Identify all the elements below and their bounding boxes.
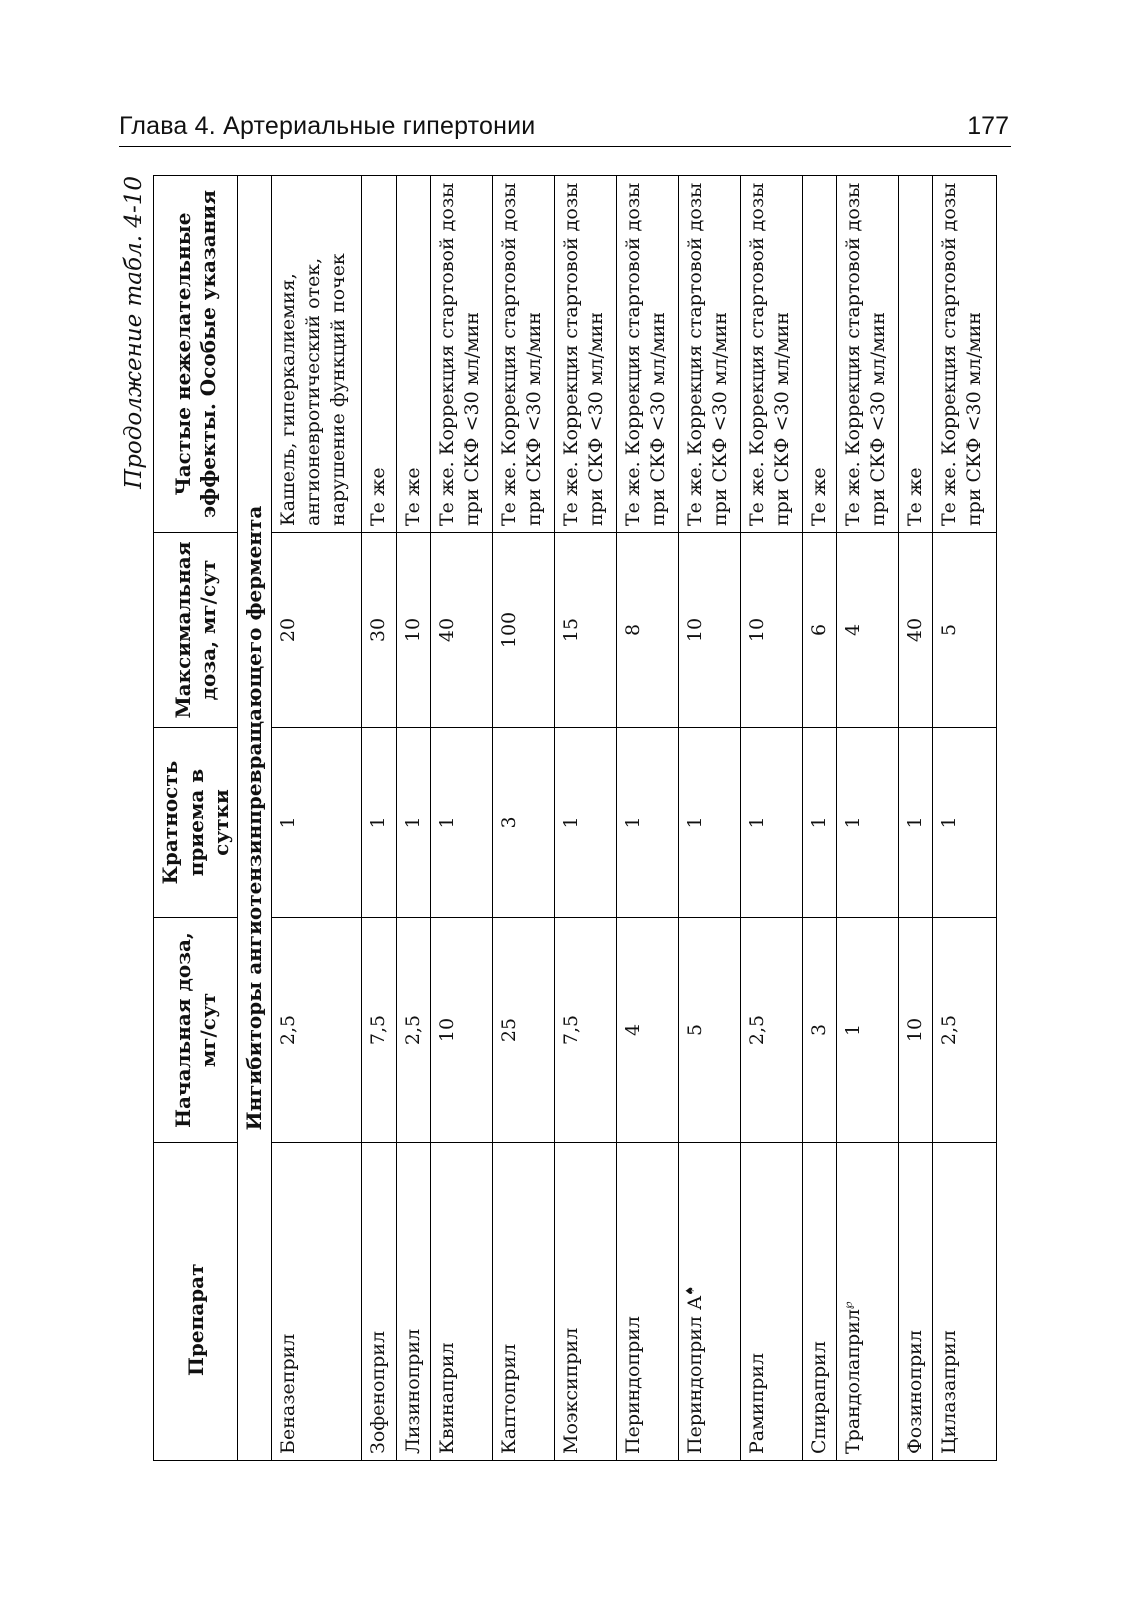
drug-name: Беназеприл (276, 1333, 299, 1454)
cell-side-effects: Те же. Коррекция стартовой дозы при СКФ <30 мл/мин (616, 176, 678, 533)
rotated-table-block (118, 176, 997, 1461)
drug-name: Зофеноприл (366, 1330, 389, 1454)
cell-start-dose: 7,5 (554, 918, 616, 1143)
table-row (492, 176, 554, 1461)
cell-drug (430, 1143, 492, 1461)
table-caption: Продолжение табл. 4-10 (121, 176, 147, 489)
cell-max-dose: 10 (678, 533, 740, 728)
cell-start-dose: 2,5 (932, 918, 996, 1143)
table-row (430, 176, 492, 1461)
chapter-title: Глава 4. Артериальные гипертонии (119, 112, 536, 140)
cell-max-dose: 100 (492, 533, 554, 728)
drug-name: Трандолаприл (841, 1309, 864, 1454)
cell-side-effects: Те же (396, 176, 430, 533)
drug-name: Моэксиприл (559, 1327, 582, 1454)
table-row (932, 176, 996, 1461)
header-start-dose: Начальная доза, мг/сут (154, 918, 238, 1143)
cell-max-dose: 10 (740, 533, 802, 728)
table-row (740, 176, 802, 1461)
cell-max-dose: 8 (616, 533, 678, 728)
cell-drug (932, 1143, 996, 1461)
cell-drug (554, 1143, 616, 1461)
cell-start-dose: 1 (836, 918, 898, 1143)
cell-side-effects: Те же. Коррекция стартовой дозы при СКФ <30 мл/мин (492, 176, 554, 533)
cell-frequency: 1 (836, 728, 898, 918)
cell-side-effects: Те же (802, 176, 836, 533)
table-row (361, 176, 396, 1461)
header-drug: Препарат (154, 1143, 238, 1461)
table-row (554, 176, 616, 1461)
drug-name: Рамиприл (745, 1352, 768, 1454)
cell-drug (361, 1143, 396, 1461)
drug-table (153, 175, 997, 1461)
cell-drug (836, 1143, 898, 1461)
table-row (836, 176, 898, 1461)
cell-side-effects: Те же. Коррекция стартовой дозы при СКФ <30 мл/мин (554, 176, 616, 533)
cell-max-dose: 30 (361, 533, 396, 728)
cell-max-dose: 6 (802, 533, 836, 728)
table-row (396, 176, 430, 1461)
cell-start-dose: 10 (898, 918, 932, 1143)
header-frequency: Кратность приема в сутки (154, 728, 238, 918)
cell-start-dose: 4 (616, 918, 678, 1143)
cell-start-dose: 2,5 (740, 918, 802, 1143)
cell-start-dose: 7,5 (361, 918, 396, 1143)
cell-side-effects: Те же (361, 176, 396, 533)
drug-name: Цилазаприл (937, 1330, 960, 1454)
group-row (237, 176, 271, 1461)
cell-start-dose: 25 (492, 918, 554, 1143)
cell-max-dose: 40 (430, 533, 492, 728)
cell-frequency: 1 (932, 728, 996, 918)
cell-max-dose: 4 (836, 533, 898, 728)
drug-name: Квинаприл (435, 1342, 458, 1454)
table-row (802, 176, 836, 1461)
table-row (678, 176, 740, 1461)
cell-drug (616, 1143, 678, 1461)
cell-max-dose: 40 (898, 533, 932, 728)
table-row (898, 176, 932, 1461)
cell-start-dose: 10 (430, 918, 492, 1143)
cell-frequency: 1 (678, 728, 740, 918)
cell-side-effects: Те же. Коррекция стартовой дозы при СКФ <30 мл/мин (836, 176, 898, 533)
cell-frequency: 1 (616, 728, 678, 918)
group-title: Ингибиторы ангиотензинпревращающего фермента (237, 176, 271, 1461)
drug-mark: ℘ (841, 1301, 855, 1310)
cell-drug (271, 1143, 361, 1461)
cell-frequency: 1 (271, 728, 361, 918)
drug-name: Спираприл (807, 1341, 830, 1454)
cell-start-dose: 2,5 (271, 918, 361, 1143)
cell-drug (492, 1143, 554, 1461)
cell-side-effects: Те же (898, 176, 932, 533)
cell-frequency: 1 (898, 728, 932, 918)
cell-frequency: 1 (554, 728, 616, 918)
cell-drug (678, 1143, 740, 1461)
header-max-dose: Максимальная доза, мг/сут (154, 533, 238, 728)
table-row (271, 176, 361, 1461)
table-row (616, 176, 678, 1461)
cell-side-effects: Те же. Коррекция стартовой дозы при СКФ <30 мл/мин (678, 176, 740, 533)
table-header-row (154, 176, 238, 1461)
cell-frequency: 1 (430, 728, 492, 918)
cell-start-dose: 3 (802, 918, 836, 1143)
page-number: 177 (967, 112, 1009, 140)
cell-drug (802, 1143, 836, 1461)
cell-side-effects: Кашель, гиперкалиемия, ангионевротический отек, нарушение функций почек (271, 176, 361, 533)
drug-name: Лизиноприл (401, 1328, 424, 1454)
drug-name: Периндоприл (621, 1315, 644, 1454)
header-side-effects: Частые нежелательные эффекты. Особые указания (154, 176, 238, 533)
cell-frequency: 1 (396, 728, 430, 918)
cell-frequency: 1 (740, 728, 802, 918)
drug-name: Каптоприл (497, 1343, 520, 1454)
cell-drug (740, 1143, 802, 1461)
cell-max-dose: 20 (271, 533, 361, 728)
cell-drug (396, 1143, 430, 1461)
cell-max-dose: 5 (932, 533, 996, 728)
cell-frequency: 1 (361, 728, 396, 918)
running-header (119, 108, 1011, 147)
cell-max-dose: 10 (396, 533, 430, 728)
cell-side-effects: Те же. Коррекция стартовой дозы при СКФ <30 мл/мин (430, 176, 492, 533)
drug-mark: ♠ (683, 1285, 697, 1296)
cell-max-dose: 15 (554, 533, 616, 728)
cell-drug (898, 1143, 932, 1461)
cell-frequency: 3 (492, 728, 554, 918)
cell-start-dose: 5 (678, 918, 740, 1143)
drug-name: Фозиноприл (903, 1330, 926, 1454)
cell-frequency: 1 (802, 728, 836, 918)
drug-name: Периндоприл А (683, 1295, 706, 1454)
cell-side-effects: Те же. Коррекция стартовой дозы при СКФ <30 мл/мин (932, 176, 996, 533)
cell-start-dose: 2,5 (396, 918, 430, 1143)
cell-side-effects: Те же. Коррекция стартовой дозы при СКФ <30 мл/мин (740, 176, 802, 533)
